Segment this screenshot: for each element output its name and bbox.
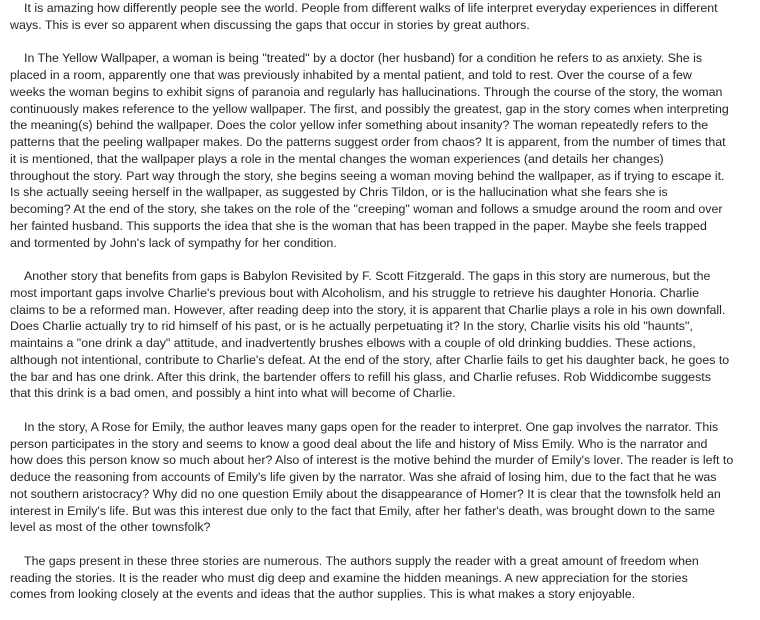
text-line: Does Charlie actually try to rid himself of his past, or is he actually perpetuating it? In the story, Charlie visits his old "haunts", xyxy=(10,319,693,334)
text-line: It is amazing how differently people see the world. People from different walks of life interpret everyday experiences in different xyxy=(24,1,718,15)
text-line: not southern aristocracy? Why did no one question Emily about the disappearance of Homer? It is clear that the townsfolk held an xyxy=(10,486,721,501)
text-line: patterns that the peeling wallpaper makes. Do the patterns suggest order from chaos? It is apparent, from the number of times that xyxy=(10,135,726,149)
paragraph-babylon-revisited xyxy=(10,268,756,402)
text-line: her fainted husband. This supports the idea that she is the woman that has been trapped in the paper. Maybe she feels trapped xyxy=(10,218,707,233)
text-line: person participates in the story and seems to know a good deal about the life and history of Miss Emily. Who is the narrator and xyxy=(10,436,708,451)
text-line: throughout the story. Part way through the story, she begins seeing a woman moving behind the wallpaper, as if trying to escape it. xyxy=(10,168,725,183)
text-line: comes from looking closely at the events and ideas that the author supplies. This is what makes a story enjoyable. xyxy=(10,587,636,602)
text-line: placed in a room, apparently one that was previously inhabited by a mental patient, and told to rest. Over the course of a few xyxy=(10,68,692,82)
text-line: interest in Emily's life. But was this interest due only to the fact that Emily, after her father's death, was brought down to the same xyxy=(10,503,715,518)
text-line: the meaning(s) behind the wallpaper. Does the color yellow infer something about insanity? The woman repeatedly refers to the xyxy=(10,118,709,133)
text-line: Is she actually seeing herself in the wallpaper, as suggested by Chris Tildon, or is the hallucination what she fears she is xyxy=(10,185,668,200)
text-line: Another story that benefits from gaps is Babylon Revisited by F. Scott Fitzgerald. The gaps in this story are numerous, but the xyxy=(24,269,711,283)
text-line: deduce the reasoning from accounts of Emily's life given by the narrator. Was she afraid of losing him, due to the fact that he was xyxy=(10,470,717,484)
paragraph-rose-for-emily xyxy=(10,419,756,536)
text-line: that this drink is a bad omen, and possibly a hint into what will become of Charlie. xyxy=(10,386,456,401)
text-line: level as most of the other townsfolk? xyxy=(10,520,211,535)
text-line: claims to be a reformed man. However, after reading deep into the story, it is apparent that Charlie plays a role in his own downfall. xyxy=(10,302,726,317)
text-line: most important gaps involve Charlie's previous bout with Alcoholism, and his struggle to retrieve his daughter Honoria. Charlie xyxy=(10,285,700,300)
text-line: continuously makes reference to the yellow wallpaper. The first, and possibly the greatest, gap in the story comes when interpreting xyxy=(10,101,729,116)
text-line: maintains a "one drink a day" attitude, and inadvertently brushes elbows with a couple of old drinking buddies. These actions, xyxy=(10,336,696,350)
paragraph-intro xyxy=(10,0,756,34)
text-line: In the story, A Rose for Emily, the author leaves many gaps open for the reader to interpret. One gap involves the narrator. This xyxy=(24,419,719,434)
text-line: and tormented by John's lack of sympathy for her condition. xyxy=(10,235,337,250)
paragraph-yellow-wallpaper xyxy=(10,50,756,251)
text-line: although not intentional, contribute to Charlie's defeat. At the end of the story, after Charlie fails to get his daughter back, he goes to xyxy=(10,352,730,367)
text-line: reading the stories. It is the reader who must dig deep and examine the hidden meanings. A new appreciation for the stories xyxy=(10,570,688,585)
text-line: In The Yellow Wallpaper, a woman is being "treated" by a doctor (her husband) for a condition he refers to as anxiety. She is xyxy=(24,51,703,66)
text-line: how does this person know so much about her? Also of interest is the motive behind the murder of Emily's lover. The reader is left to xyxy=(10,453,734,468)
document-body xyxy=(10,0,756,620)
text-line: becoming? At the end of the story, she takes on the role of the "creeping" woman and follows a smudge around the room and over xyxy=(10,202,723,216)
paragraph-conclusion xyxy=(10,553,756,603)
text-line: The gaps present in these three stories are numerous. The authors supply the reader with a great amount of freedom when xyxy=(24,553,699,568)
text-line: ways. This is ever so apparent when discussing the gaps that occur in stories by great authors. xyxy=(10,17,530,32)
text-line: it is mentioned, that the wallpaper plays a role in the mental changes the woman experiences (and details her changes) xyxy=(10,151,664,166)
text-line: the bar and has one drink. After this drink, the bartender offers to refill his glass, and Charlie refuses. Rob Widdicombe suggests xyxy=(10,369,711,384)
text-line: weeks the woman begins to exhibit signs of paranoia and regularly has hallucinations. Through the course of the story, the woman xyxy=(10,84,723,99)
